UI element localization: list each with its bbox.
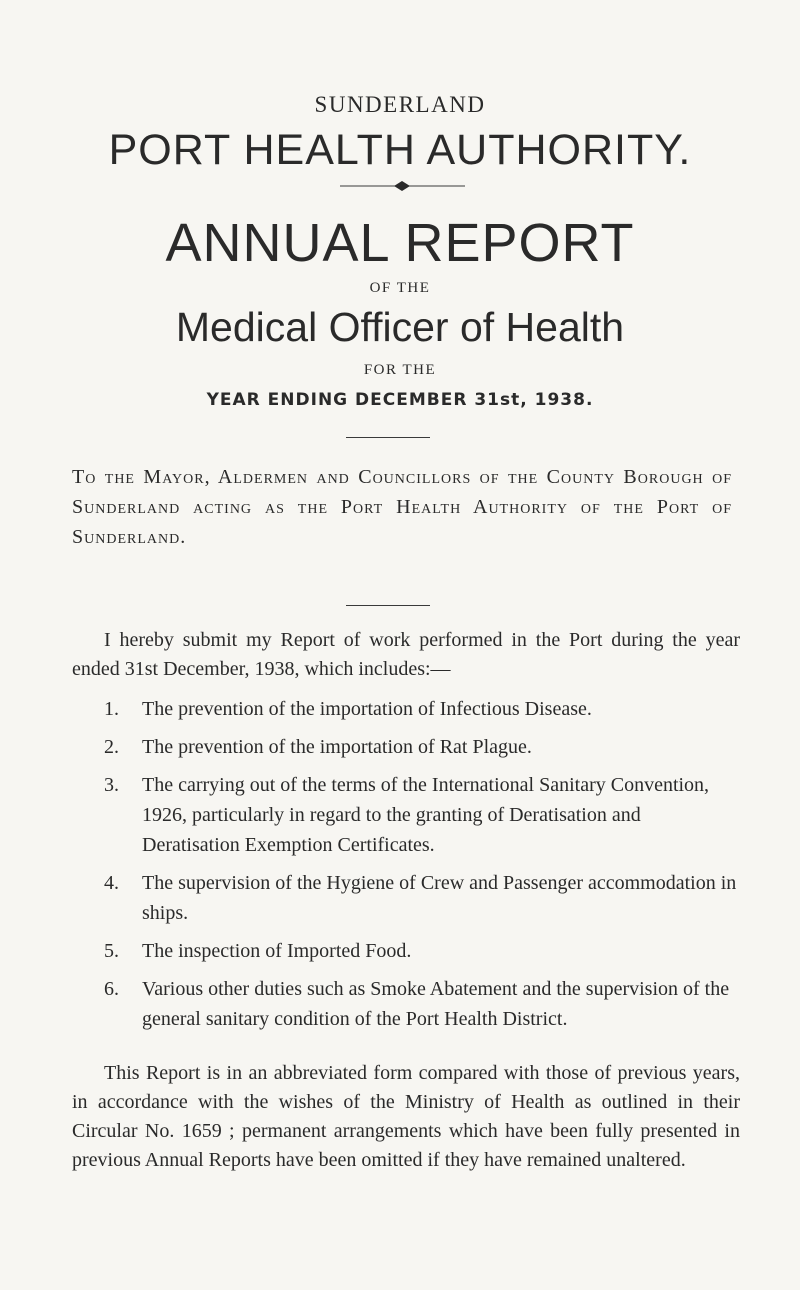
of-the-line: OF THE xyxy=(369,280,431,296)
item-number: 6. xyxy=(104,978,119,1000)
item-number: 2. xyxy=(104,736,119,758)
item-number: 4. xyxy=(104,872,119,894)
item-text: Various other duties such as Smoke Abatement and the supervision of the general sanitary condition of the Port Health District. xyxy=(142,978,730,1030)
item-number: 3. xyxy=(104,774,119,796)
list-item xyxy=(104,732,740,762)
list-item xyxy=(104,770,740,860)
report-title: ANNUAL REPORT xyxy=(165,213,635,273)
list-item xyxy=(104,694,740,724)
authority-title: PORT HEALTH AUTHORITY. xyxy=(108,126,692,174)
year-line: YEAR ENDING DECEMBER 31st, 1938. xyxy=(206,390,594,410)
officer-title: Medical Officer of Health xyxy=(175,304,625,350)
ornament-divider xyxy=(340,180,465,192)
closing-paragraph: This Report is in an abbreviated form compared with those of previous years, in accordance with the wishes of the Ministry of Health as outlined in their Circular No. 1659 ; permanent arrangements which have been fully presented in previous Annual Reports have been omitted if they have remained unaltered. xyxy=(72,1062,740,1171)
item-number: 5. xyxy=(104,940,119,962)
for-the-line: FOR THE xyxy=(363,362,437,378)
item-text: The prevention of the importation of Infectious Disease. xyxy=(142,698,592,720)
divider-rule xyxy=(346,437,430,438)
item-text: The supervision of the Hygiene of Crew and Passenger accommodation in ships. xyxy=(142,872,737,924)
item-text: The carrying out of the terms of the International Sanitary Convention, 1926, particularly in regard to the granting of Deratisation and Deratisation Exemption Certificates. xyxy=(142,774,710,856)
list-item xyxy=(104,936,740,966)
list-item xyxy=(104,868,740,928)
town-name: SUNDERLAND xyxy=(314,92,486,117)
intro-paragraph: I hereby submit my Report of work performed in the Port during the year ended 31st December, 1938, which includes:— xyxy=(72,629,740,680)
divider-rule xyxy=(346,605,430,606)
duties-list xyxy=(104,694,740,1042)
item-number: 1. xyxy=(104,698,119,720)
item-text: The inspection of Imported Food. xyxy=(142,940,412,962)
address-paragraph: To the Mayor, Aldermen and Councillors of the County Borough of Sunderland acting as the Port Health Authority of the Port of Sunderland. xyxy=(72,466,732,548)
list-item xyxy=(104,974,740,1034)
item-text: The prevention of the importation of Rat Plague. xyxy=(142,736,532,758)
